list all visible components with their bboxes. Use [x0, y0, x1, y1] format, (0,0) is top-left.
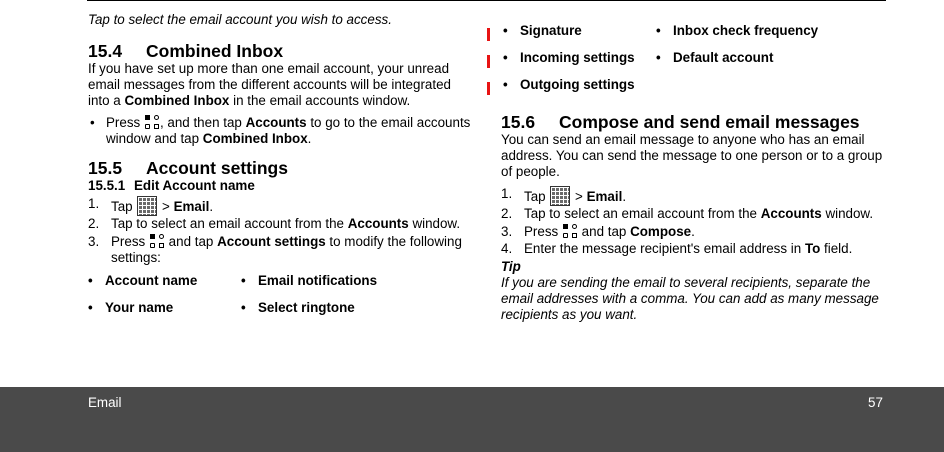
- section-15-4-heading: 15.4 Combined Inbox: [88, 41, 284, 61]
- left-column: [88, 12, 473, 327]
- settings-list-right: [501, 21, 886, 101]
- change-bar: [487, 82, 490, 95]
- setting-item: • Incoming settings: [503, 50, 635, 65]
- setting-item: • Inbox check frequency: [656, 23, 819, 38]
- setting-item: • Outgoing settings: [503, 77, 635, 92]
- setting-item: • Select ringtone: [241, 300, 355, 315]
- change-bar: [487, 55, 490, 68]
- section-15-6-heading: 15.6 Compose and send email messages: [501, 112, 860, 132]
- setting-item: • Your name: [88, 300, 174, 315]
- setting-item: • Email notifications: [241, 273, 378, 288]
- section-15-5-heading: 15.5 Account settings: [88, 158, 288, 178]
- edit-step-1: 1. Tap > Email.: [88, 196, 214, 214]
- change-bar: [487, 28, 490, 41]
- menu-key-icon: [145, 115, 159, 129]
- compose-step-1: 1. Tap > Email.: [501, 186, 627, 204]
- edit-step-2: 2. Tap to select an email account from the Accounts window.: [88, 216, 461, 231]
- compose-paragraph: You can send an email message to anyone who has an email address. You can send the message to one person or to a group of people.: [501, 132, 883, 179]
- footer-chapter: Email: [88, 395, 122, 410]
- combined-inbox-bullet: • Press , and then tap Accounts to go to the email accounts window and tap Combined Inbox.: [90, 115, 471, 146]
- compose-step-3: 3. Press and tap Compose.: [501, 224, 695, 239]
- combined-inbox-paragraph: If you have set up more than one email account, your unread email messages from the different accounts will be integrated into a Combined Inbox in the email accounts window.: [88, 61, 451, 108]
- setting-item: • Account name: [88, 273, 198, 288]
- section-15-5-1-heading: 15.5.1 Edit Account name: [88, 178, 255, 193]
- edit-step-3: 3. Press and tap Account settings to modify the following settings:: [88, 234, 462, 265]
- compose-step-2: 2. Tap to select an email account from the Accounts window.: [501, 206, 874, 221]
- settings-list-left: [88, 273, 473, 327]
- setting-item: • Signature: [503, 23, 582, 38]
- footer-page-number: 57: [868, 395, 883, 410]
- app-grid-icon: [137, 196, 157, 216]
- menu-key-icon: [150, 234, 164, 248]
- tip-label: Tip: [501, 259, 521, 274]
- menu-key-icon: [563, 224, 577, 238]
- header-rule: [87, 0, 886, 1]
- compose-step-4: 4. Enter the message recipient's email address in To field.: [501, 241, 853, 256]
- tip-text: If you are sending the email to several recipients, separate the email addresses with a comma. You can add as many message recipients as you want.: [501, 275, 879, 322]
- page-footer: [0, 387, 944, 452]
- app-grid-icon: [550, 186, 570, 206]
- right-column: [501, 21, 886, 323]
- setting-item: • Default account: [656, 50, 774, 65]
- intro-text: Tap to select the email account you wish to access.: [88, 12, 392, 27]
